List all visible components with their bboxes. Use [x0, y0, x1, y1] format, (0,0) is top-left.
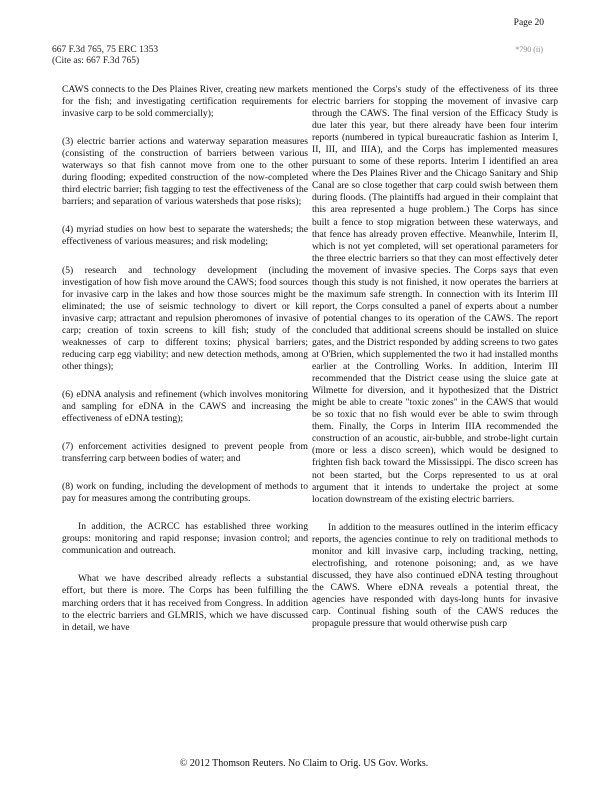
- left-text-column: [62, 84, 308, 634]
- page-number: Page 20: [513, 18, 544, 28]
- paragraph: (3) electric barrier actions and waterway separation measures (consisting of the construction of barriers between various waterways so that fish cannot move from one to the other during flooding; expedited construction of the now-completed third electric barrier; fish tagging to test the effectiveness of the barriers; and separation of various watersheds that pose risks);: [62, 136, 308, 208]
- right-text-column: [312, 84, 558, 630]
- paragraph: (7) enforcement activities designed to prevent people from transferring carp between bodies of water; and: [62, 441, 308, 465]
- paragraph: (5) research and technology development (including investigation of how fish move around the CAWS; food sources for invasive carp in the lakes and how those sources might be eliminated; the use of seismic technology to divert or kill invasive carp; attractant and repulsion pheromones of invasive carp; creation of toxin screens to kill fish; study of the weaknesses of carp to different toxins; physical barriers; reducing carp egg viability; and new detection methods, among other things);: [62, 264, 308, 372]
- paragraph: (8) work on funding, including the development of methods to pay for measures among the contributing groups.: [62, 481, 308, 505]
- case-citation: [52, 45, 158, 67]
- paragraph: mentioned the Corps's study of the effectiveness of its three electric barriers for stopping the movement of invasive carp through the CAWS. The final version of the Efficacy Study is due later this year, but there already have been four interim reports (numbered in typical bureaucratic fashion as Interim I, II, III, and IIIA), and the Corps has implemented measures pursuant to some of these reports. Interim I identified an area where the Des Plaines River and the Chicago Sanitary and Ship Canal are so close together that carp could swish between them during floods. (The plaintiffs had argued in their complaint that this area represented a huge problem.) The Corps has since built a fence to stop migration between these waterways, and that fence has already proven effective. Meanwhile, Interim II, which is not yet completed, will set operational parameters for the three electric barriers so that they can most effectively deter the movement of invasive species. The Corps says that even though this study is not finished, it now operates the barriers at the maximum safe strength. In connection with its Interim III report, the Corps consulted a panel of experts about a number of potential changes to its operation of the CAWS. The report concluded that additional screens should be installed on sluice gates, and the District responded by adding screens to two gates at O'Brien, which supplemented the two it had installed months earlier at the Controlling Works. In addition, Interim III recommended that the District cease using the sluice gate at Wilmette for diversion, and it hypothesized that the District might be able to create "toxic zones" in the CAWS that would be so toxic that no fish would ever be able to swim through them. Finally, the Corps in Interim IIIA recommended the construction of an acoustic, air-bubble, and strobe-light curtain (more or less a disco screen), which would be designed to frighten fish back toward the Mississippi. The disco screen has not been started, but the Corps represented to us at oral argument that it intends to undertake the project at some location downstream of the existing electric barriers.: [312, 84, 558, 505]
- copyright-footer: © 2012 Thomson Reuters. No Claim to Orig. US Gov. Works.: [179, 758, 429, 769]
- paragraph: CAWS connects to the Des Plaines River, creating new markets for the fish; and investigating certification requirements for invasive carp to be sold commercially);: [62, 84, 308, 120]
- paragraph: In addition, the ACRCC has established three working groups: monitoring and rapid response; invasion control; and communication and outreach.: [62, 521, 308, 557]
- star-page-marker: *790 (ii): [515, 45, 543, 54]
- citation-reporter: 667 F.3d 765, 75 ERC 1353: [52, 45, 159, 55]
- citation-cite-as: (Cite as: 667 F.3d 765): [52, 56, 140, 66]
- paragraph: (6) eDNA analysis and refinement (which involves monitoring and sampling for eDNA in the CAWS and increasing the effectiveness of eDNA testing);: [62, 388, 308, 425]
- paragraph: What we have described already reflects a substantial effort, but there is more. The Corps has been fulfilling the marching orders that it has received from Congress. In addition to the electric barriers and GLMRIS, which we have discussed in detail, we have: [62, 573, 308, 633]
- paragraph: (4) myriad studies on how best to separate the watersheds; the effectiveness of various measures; and risk modeling;: [62, 224, 308, 248]
- paragraph: In addition to the measures outlined in the interim efficacy reports, the agencies continue to rely on traditional methods to monitor and kill invasive carp, including tracking, netting, electrofishing, and rotenone poisoning; and, as we have discussed, they have also continued eDNA testing throughout the CAWS. Where eDNA reveals a potential threat, the agencies have responded with days-long hunts for invasive carp. Continual fishing south of the CAWS reduces the propagule pressure that would otherwise push carp: [312, 521, 558, 630]
